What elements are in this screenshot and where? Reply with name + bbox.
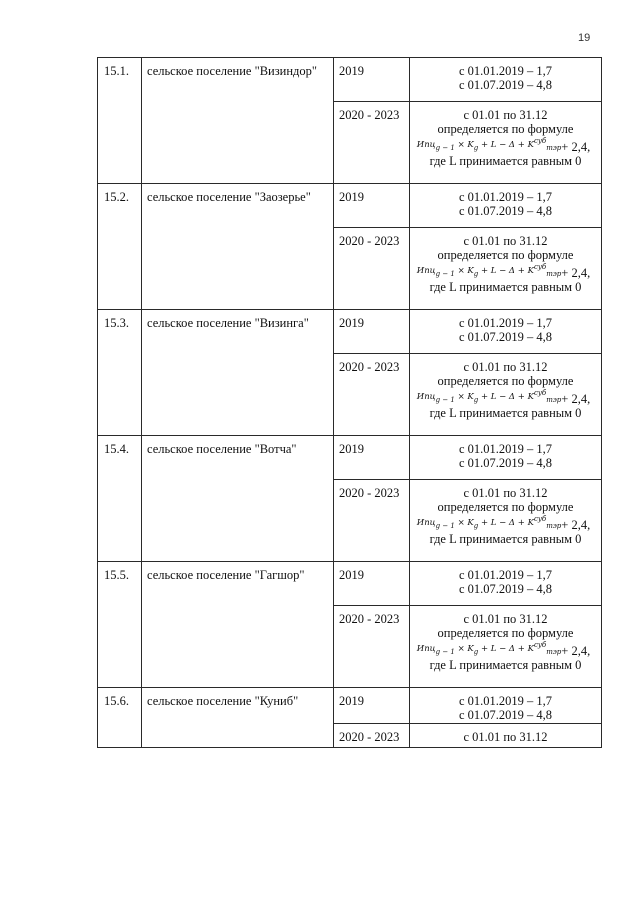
table-row xyxy=(98,184,602,228)
formula-part: тэр xyxy=(546,270,562,278)
value-line: с 01.07.2019 – 4,8 xyxy=(458,78,553,92)
formula-part: + L − Δ + K xyxy=(480,140,534,150)
period-year: 2020 - 2023 xyxy=(334,354,410,436)
settlement-name: сельское поселение "Куниб" xyxy=(142,688,334,748)
period-value xyxy=(410,310,602,354)
formula-part: + L − Δ + K xyxy=(480,518,534,528)
formula-part: g − 1 xyxy=(435,270,455,278)
period-value xyxy=(410,354,602,436)
period-value xyxy=(410,184,602,228)
formula-part: Ипц xyxy=(416,266,436,276)
formula-part: × K xyxy=(457,644,474,654)
formula-part: Ипц xyxy=(416,518,436,528)
formula-part: × K xyxy=(457,518,474,528)
value-line: с 01.01.2019 – 1,7 xyxy=(458,568,553,582)
period-year: 2019 xyxy=(334,436,410,480)
value-line: с 01.01 по 31.12 xyxy=(463,360,548,374)
value-note: где L принимается равным 0 xyxy=(429,658,582,672)
settlement-name: сельское поселение "Вотча" xyxy=(142,436,334,562)
period-year: 2020 - 2023 xyxy=(334,606,410,688)
table-row xyxy=(98,688,602,724)
value-line: определяется по формуле xyxy=(437,374,574,388)
period-year: 2019 xyxy=(334,688,410,724)
row-number: 15.3. xyxy=(98,310,142,436)
row-number: 15.5. xyxy=(98,562,142,688)
period-value xyxy=(410,228,602,310)
formula-part: Ипц xyxy=(416,140,436,150)
period-year: 2019 xyxy=(334,184,410,228)
value-line: определяется по формуле xyxy=(437,626,574,640)
formula-part: + 2,4, xyxy=(561,392,591,406)
formula-part: суб xyxy=(533,389,547,397)
period-value xyxy=(410,58,602,102)
value-line: с 01.01.2019 – 1,7 xyxy=(458,316,553,330)
settlement-name: сельское поселение "Гагшор" xyxy=(142,562,334,688)
formula-part: × K xyxy=(457,140,474,150)
table-row xyxy=(98,58,602,102)
formula-part: g xyxy=(473,522,479,530)
value-line: с 01.01 по 31.12 xyxy=(463,108,548,122)
period-year: 2019 xyxy=(334,58,410,102)
value-note: где L принимается равным 0 xyxy=(429,406,582,420)
formula-part: Ипц xyxy=(416,392,436,402)
row-number: 15.4. xyxy=(98,436,142,562)
formula-part: g − 1 xyxy=(435,396,455,404)
value-line: с 01.07.2019 – 4,8 xyxy=(458,330,553,344)
value-note: где L принимается равным 0 xyxy=(429,280,582,294)
period-value xyxy=(410,724,602,748)
row-number: 15.6. xyxy=(98,688,142,748)
formula-part: + 2,4, xyxy=(561,518,591,532)
formula-part: тэр xyxy=(546,144,562,152)
index-formula xyxy=(416,641,591,658)
formula-part: g − 1 xyxy=(435,144,455,152)
formula-part: тэр xyxy=(546,396,562,404)
formula-part: + 2,4, xyxy=(561,644,591,658)
value-line: с 01.07.2019 – 4,8 xyxy=(458,582,553,596)
period-year: 2020 - 2023 xyxy=(334,102,410,184)
formula-part: суб xyxy=(533,515,547,523)
value-line: с 01.01 по 31.12 xyxy=(463,730,548,744)
formula-part: + 2,4, xyxy=(561,266,591,280)
period-value xyxy=(410,436,602,480)
table-row xyxy=(98,562,602,606)
table-row xyxy=(98,436,602,480)
settlement-name: сельское поселение "Визиндор" xyxy=(142,58,334,184)
formula-part: суб xyxy=(533,641,547,649)
formula-part: + L − Δ + K xyxy=(480,392,534,402)
formula-part: тэр xyxy=(546,648,562,656)
formula-part: g xyxy=(473,396,479,404)
period-year: 2019 xyxy=(334,562,410,606)
tariff-table-body xyxy=(98,58,602,748)
period-year: 2020 - 2023 xyxy=(334,228,410,310)
period-value xyxy=(410,606,602,688)
period-value xyxy=(410,688,602,724)
formula-part: + L − Δ + K xyxy=(480,644,534,654)
value-line: определяется по формуле xyxy=(437,500,574,514)
formula-part: тэр xyxy=(546,522,562,530)
formula-part: g − 1 xyxy=(435,522,455,530)
table-row xyxy=(98,310,602,354)
formula-part: суб xyxy=(533,137,547,145)
settlement-name: сельское поселение "Заозерье" xyxy=(142,184,334,310)
formula-part: Ипц xyxy=(416,644,436,654)
formula-part: суб xyxy=(533,263,547,271)
value-line: с 01.01 по 31.12 xyxy=(463,234,548,248)
formula-part: + 2,4, xyxy=(561,140,591,154)
index-formula xyxy=(416,389,591,406)
value-line: с 01.01.2019 – 1,7 xyxy=(458,442,553,456)
formula-part: g xyxy=(473,270,479,278)
row-number: 15.1. xyxy=(98,58,142,184)
formula-part: × K xyxy=(457,392,474,402)
value-line: с 01.01.2019 – 1,7 xyxy=(458,64,553,78)
value-note: где L принимается равным 0 xyxy=(429,532,582,546)
formula-part: g xyxy=(473,648,479,656)
value-line: с 01.01.2019 – 1,7 xyxy=(458,190,553,204)
index-formula xyxy=(416,137,591,154)
tariff-table xyxy=(97,57,602,748)
period-year: 2020 - 2023 xyxy=(334,480,410,562)
value-line: с 01.01 по 31.12 xyxy=(463,486,548,500)
value-line: с 01.01.2019 – 1,7 xyxy=(458,694,553,708)
value-line: определяется по формуле xyxy=(437,122,574,136)
period-value xyxy=(410,562,602,606)
index-formula xyxy=(416,515,591,532)
value-line: с 01.07.2019 – 4,8 xyxy=(458,708,553,722)
settlement-name: сельское поселение "Визинга" xyxy=(142,310,334,436)
page-number: 19 xyxy=(578,32,591,44)
period-year: 2019 xyxy=(334,310,410,354)
period-year: 2020 - 2023 xyxy=(334,724,410,748)
value-line: с 01.01 по 31.12 xyxy=(463,612,548,626)
period-value xyxy=(410,480,602,562)
value-line: с 01.07.2019 – 4,8 xyxy=(458,204,553,218)
period-value xyxy=(410,102,602,184)
value-line: определяется по формуле xyxy=(437,248,574,262)
formula-part: g − 1 xyxy=(435,648,455,656)
index-formula xyxy=(416,263,591,280)
formula-part: g xyxy=(473,144,479,152)
value-note: где L принимается равным 0 xyxy=(429,154,582,168)
value-line: с 01.07.2019 – 4,8 xyxy=(458,456,553,470)
formula-part: × K xyxy=(457,266,474,276)
formula-part: + L − Δ + K xyxy=(480,266,534,276)
row-number: 15.2. xyxy=(98,184,142,310)
